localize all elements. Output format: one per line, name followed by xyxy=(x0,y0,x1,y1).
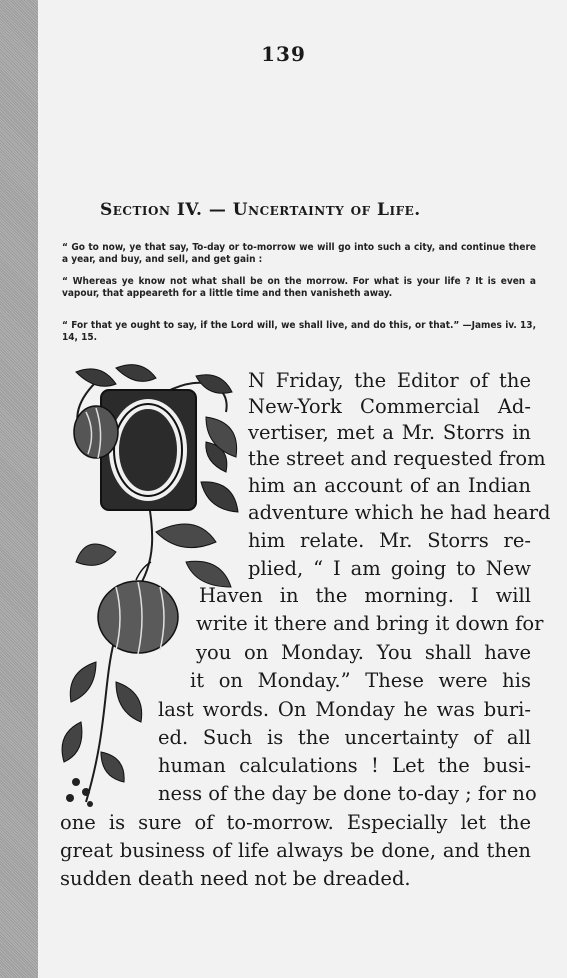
body-line-19: sudden death need not be dreaded. xyxy=(60,867,411,890)
body-line-17: one is sure of to-morrow. Especially let the xyxy=(60,811,531,834)
body-line-6: adventure which he had heard xyxy=(248,501,551,524)
body-line-18: great business of life always be done, and then xyxy=(60,839,531,862)
body-line-1: N Friday, the Editor of the xyxy=(248,369,531,392)
body-line-8: plied, “ I am going to New xyxy=(248,557,531,580)
epigraph-verse-15: “ For that ye ought to say, if the Lord will, we shall live, and do this, or that.” —James iv. 13, 14, 15. xyxy=(62,320,536,343)
body-line-12: it on Monday.” These were his xyxy=(190,669,531,692)
body-line-5: him an account of an Indian xyxy=(248,474,531,497)
body-line-4: the street and requested from xyxy=(248,447,546,470)
body-line-10: write it there and bring it down for xyxy=(196,612,544,635)
page-number: 139 xyxy=(261,42,306,66)
body-line-9: Haven in the morning. I will xyxy=(199,584,531,607)
book-spine-edge xyxy=(0,0,38,978)
body-line-14: ed. Such is the uncertainty of all xyxy=(158,726,531,749)
body-line-7: him relate. Mr. Storrs re- xyxy=(248,529,531,552)
section-title: Section IV. — Uncertainty of Life. xyxy=(100,200,421,220)
body-line-11: you on Monday. You shall have xyxy=(196,641,531,664)
body-line-3: vertiser, met a Mr. Storrs in xyxy=(248,421,531,444)
body-line-15: human calculations ! Let the busi- xyxy=(158,754,531,777)
body-line-16: ness of the day be done to-day ; for no xyxy=(158,782,537,805)
body-line-13: last words. On Monday he was buri- xyxy=(158,698,531,721)
body-line-2: New-York Commercial Ad- xyxy=(248,395,531,418)
epigraph-verse-13: “ Go to now, ye that say, To-day or to-morrow we will go into such a city, and continue there a year, and buy, and sell, and get gain : xyxy=(62,242,536,265)
epigraph-verse-14: “ Whereas ye know not what shall be on the morrow. For what is your life ? It is even a vapour, that appeareth for a little time and then vanisheth away. xyxy=(62,276,536,299)
